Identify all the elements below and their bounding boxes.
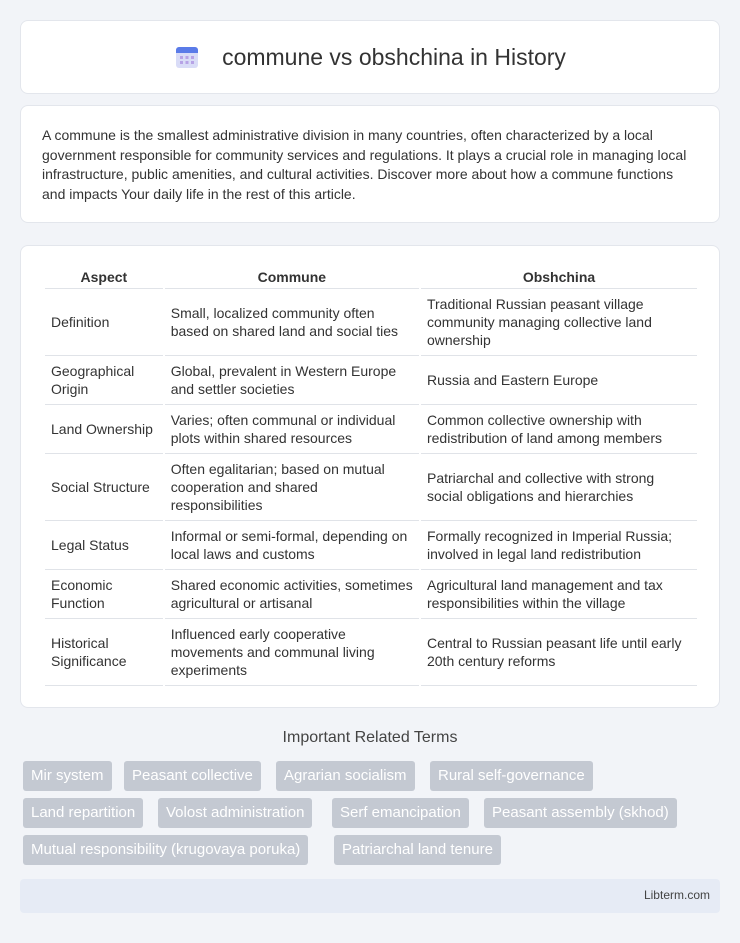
row-aspect: Economic Function <box>45 570 163 619</box>
footer <box>20 879 720 913</box>
row-aspect: Definition <box>45 289 163 356</box>
table-row <box>45 570 697 619</box>
row-obshchina: Central to Russian peasant life until early 20th century reforms <box>421 619 697 686</box>
intro-text: A commune is the smallest administrative division in many countries, often characterized by a local government responsible for community services and regulations. It plays a crucial role in managing local infrastructure, public amenities, and cultural activities. Discover more about how a commune functions and impacts Your daily life in the rest of this article. <box>42 127 687 202</box>
related-term-tag[interactable]: Land repartition <box>23 798 143 828</box>
related-term-tag[interactable]: Agrarian socialism <box>276 761 415 791</box>
intro-card <box>20 105 720 223</box>
header-commune: Commune <box>165 265 419 289</box>
row-commune: Global, prevalent in Western Europe and settler societies <box>165 356 419 405</box>
row-obshchina: Russia and Eastern Europe <box>421 356 697 405</box>
header-obshchina: Obshchina <box>421 265 697 289</box>
row-commune: Influenced early cooperative movements and communal living experiments <box>165 619 419 686</box>
row-aspect: Geographical Origin <box>45 356 163 405</box>
table-header-row <box>45 265 697 289</box>
footer-site-link[interactable]: Libterm.com <box>643 888 710 902</box>
row-commune: Shared economic activities, sometimes agricultural or artisanal <box>165 570 419 619</box>
table-row <box>45 619 697 686</box>
page-title: commune vs obshchina in History <box>222 43 566 70</box>
row-commune: Informal or semi-formal, depending on local laws and customs <box>165 521 419 570</box>
table-row <box>45 356 697 405</box>
table-row <box>45 405 697 454</box>
table-row <box>45 289 697 356</box>
row-aspect: Social Structure <box>45 454 163 521</box>
related-terms-title: Important Related Terms <box>282 729 458 746</box>
related-term-tag[interactable]: Peasant collective <box>124 761 261 791</box>
related-term-tag[interactable]: Volost administration <box>158 798 312 828</box>
row-aspect: Land Ownership <box>45 405 163 454</box>
related-term-tag[interactable]: Rural self-governance <box>430 761 593 791</box>
comparison-card <box>20 245 720 708</box>
row-obshchina: Patriarchal and collective with strong social obligations and hierarchies <box>421 454 697 521</box>
row-commune: Often egalitarian; based on mutual cooperation and shared responsibilities <box>165 454 419 521</box>
row-aspect: Historical Significance <box>45 619 163 686</box>
related-term-tag[interactable]: Mutual responsibility (krugovaya poruka) <box>23 835 308 865</box>
related-term-tag[interactable]: Patriarchal land tenure <box>334 835 501 865</box>
row-obshchina: Traditional Russian peasant village community managing collective land ownership <box>421 289 697 356</box>
table-row <box>45 454 697 521</box>
calendar-icon <box>174 44 200 70</box>
row-obshchina: Formally recognized in Imperial Russia; involved in legal land redistribution <box>421 521 697 570</box>
title-card <box>20 20 720 94</box>
comparison-table <box>43 265 699 686</box>
row-obshchina: Common collective ownership with redistribution of land among members <box>421 405 697 454</box>
row-aspect: Legal Status <box>45 521 163 570</box>
row-commune: Small, localized community often based on shared land and social ties <box>165 289 419 356</box>
header-aspect: Aspect <box>45 265 163 289</box>
related-term-tag[interactable]: Mir system <box>23 761 112 791</box>
row-obshchina: Agricultural land management and tax responsibilities within the village <box>421 570 697 619</box>
related-term-tag[interactable]: Peasant assembly (skhod) <box>484 798 677 828</box>
related-term-tag[interactable]: Serf emancipation <box>332 798 469 828</box>
row-commune: Varies; often communal or individual plots within shared resources <box>165 405 419 454</box>
table-row <box>45 521 697 570</box>
